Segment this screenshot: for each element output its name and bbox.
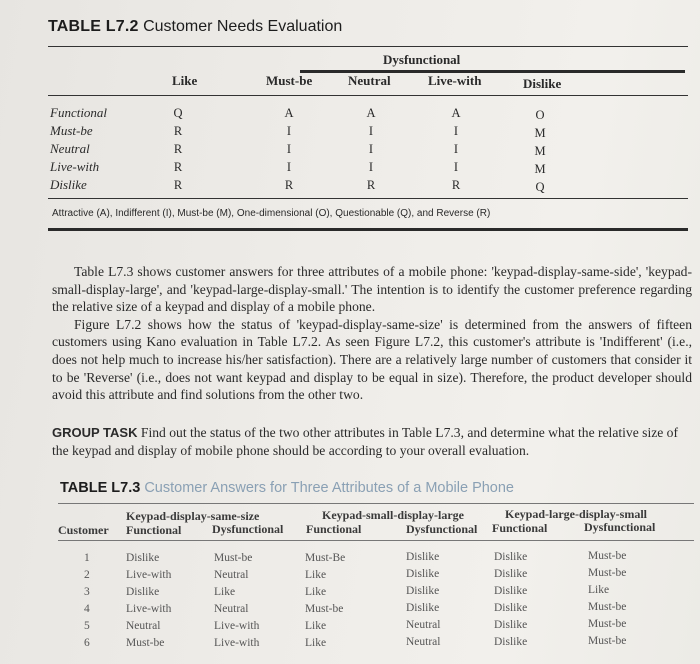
table-cell: Dislike — [494, 551, 528, 563]
row-label: Neutral — [50, 141, 90, 156]
table-label: TABLE L7.3 — [60, 480, 141, 496]
table-cell: Neutral — [214, 603, 249, 615]
col-header-live-with: Live-with — [428, 73, 482, 88]
table-cell: O — [535, 108, 545, 122]
table-cell: I — [453, 124, 459, 138]
table-cell: I — [368, 142, 374, 156]
table-cell: Must-Be — [305, 552, 346, 564]
table-cell: Live-with — [214, 620, 260, 632]
table-cell: M — [534, 126, 546, 140]
table-cell: I — [453, 160, 459, 174]
table-cell: Dislike — [406, 585, 440, 597]
table-cell: Must-be — [305, 603, 344, 615]
col-header: Dysfunctional — [406, 522, 478, 536]
table-cell: M — [534, 162, 546, 176]
col-header-like: Like — [172, 73, 198, 88]
table-cell: R — [366, 178, 376, 192]
table-cell: Must-be — [588, 550, 627, 562]
table-cell: 1 — [84, 552, 90, 564]
col-header: Functional — [306, 522, 362, 536]
table-cell: Like — [588, 584, 610, 596]
row-label: Dislike — [50, 177, 87, 192]
table-cell: I — [453, 142, 459, 156]
row-label: Live-with — [50, 159, 100, 174]
group-task-label: GROUP TASK — [52, 425, 138, 440]
table-cell: M — [534, 144, 546, 158]
table-l7-2-caption — [48, 18, 342, 36]
table-cell: Live-with — [126, 603, 172, 615]
table-cell: I — [368, 124, 374, 138]
col-header-customer: Customer — [58, 523, 109, 537]
table-cell: Live-with — [214, 637, 260, 649]
table-cell: A — [284, 106, 294, 120]
table-cell: Must-be — [126, 637, 165, 649]
table-cell: Dislike — [494, 602, 528, 614]
table-cell: Must-be — [588, 567, 627, 579]
row-label: Functional — [50, 105, 108, 120]
table-cell: I — [286, 124, 292, 138]
table-cell: Must-be — [214, 552, 253, 564]
table-cell: R — [173, 160, 183, 174]
table-cell: R — [173, 142, 183, 156]
table-cell: I — [286, 142, 292, 156]
table-cell: Dislike — [406, 551, 440, 563]
col-header: Dysfunctional — [584, 520, 656, 534]
table-cell: Must-be — [588, 618, 627, 630]
table-cell: Live-with — [126, 569, 172, 581]
header-rule — [48, 95, 688, 96]
col-header: Functional — [126, 523, 182, 537]
table-cell: Dislike — [406, 568, 440, 580]
col-header-dislike: Dislike — [523, 76, 562, 91]
table-title: Customer Needs Evaluation — [143, 18, 343, 35]
group-header: Keypad-large-display-small — [505, 507, 648, 521]
table-cell: Neutral — [214, 569, 249, 581]
body-text — [52, 263, 692, 404]
table-cell: 3 — [84, 586, 90, 598]
table-cell: Like — [305, 586, 327, 598]
header-rule — [58, 540, 694, 541]
table-cell: 6 — [84, 637, 90, 649]
group-task-text: Find out the status of the two other attributes in Table L7.3, and determine what the relative size of the keypad and display of mobile phone should be according to your overall evaluation. — [52, 425, 679, 458]
table-cell: Q — [173, 106, 183, 120]
table-cell: A — [366, 106, 376, 120]
table-cell: Neutral — [406, 636, 441, 648]
table-cell: Must-be — [588, 601, 627, 613]
bottom-rule — [48, 228, 688, 231]
table-cell: Like — [214, 586, 236, 598]
table-cell: Like — [305, 569, 327, 581]
group-task — [52, 424, 692, 459]
paragraph-1: Table L7.3 shows customer answers for three attributes of a mobile phone: 'keypad-display-same-side', 'keypad-small-display-large', and 'keypad-large-display-small.' The intention is to identify the customer preference regarding the relative size of a keypad and display of a mobile phone. — [52, 264, 692, 315]
table-cell: Q — [535, 180, 545, 194]
table-cell: Dislike — [126, 552, 160, 564]
top-rule — [58, 503, 694, 504]
table-l7-3-caption — [60, 480, 514, 496]
table-cell: Must-be — [588, 635, 627, 647]
table-cell: Like — [305, 637, 327, 649]
table-cell: 2 — [84, 569, 90, 581]
table-cell: Like — [305, 620, 327, 632]
group-header: Keypad-small-display-large — [322, 508, 465, 522]
table-cell: Dislike — [494, 636, 528, 648]
group-header: Keypad-display-same-size — [126, 509, 260, 523]
dysfunctional-header: Dysfunctional — [383, 52, 461, 67]
table-cell: Dislike — [406, 602, 440, 614]
table-cell: I — [368, 160, 374, 174]
table-cell: R — [173, 178, 183, 192]
table-cell: Dislike — [126, 586, 160, 598]
table-cell: A — [451, 106, 461, 120]
table-cell: Neutral — [406, 619, 441, 631]
col-header-neutral: Neutral — [348, 73, 391, 88]
table-cell: R — [284, 178, 294, 192]
table-label: TABLE L7.2 — [48, 18, 139, 35]
col-header-must-be: Must-be — [266, 73, 313, 88]
table-cell: Dislike — [494, 585, 528, 597]
table-cell: Dislike — [494, 619, 528, 631]
table-cell: Neutral — [126, 620, 161, 632]
body-rule — [48, 198, 688, 199]
table-cell: R — [451, 178, 461, 192]
paragraph-2: Figure L7.2 shows how the status of 'keypad-display-same-size' is determined from the answers of fifteen customers using Kano evaluation in Table L7.2. As seen Figure L7.2, this customer's attribute is 'Indifferent' (i.e., does not help much to increase his/her satisfaction). There are a relatively large number of customers that consider it to be 'Reverse' (i.e., does not want keypad and display to be equal in size). Therefore, the product developer should avoid this attribute and find solutions from the other two. — [52, 316, 692, 403]
row-label: Must-be — [50, 123, 93, 138]
table-cell: I — [286, 160, 292, 174]
col-header: Functional — [492, 521, 548, 535]
top-rule — [48, 46, 688, 47]
table-cell: R — [173, 124, 183, 138]
table-footnote: Attractive (A), Indifferent (I), Must-be (M), One-dimensional (O), Questionable (Q), and Reverse (R) — [52, 208, 491, 219]
table-cell: 5 — [84, 620, 90, 632]
table-title: Customer Answers for Three Attributes of a Mobile Phone — [144, 480, 514, 496]
table-cell: Dislike — [494, 568, 528, 580]
col-header: Dysfunctional — [212, 522, 284, 536]
table-cell: 4 — [84, 603, 90, 615]
